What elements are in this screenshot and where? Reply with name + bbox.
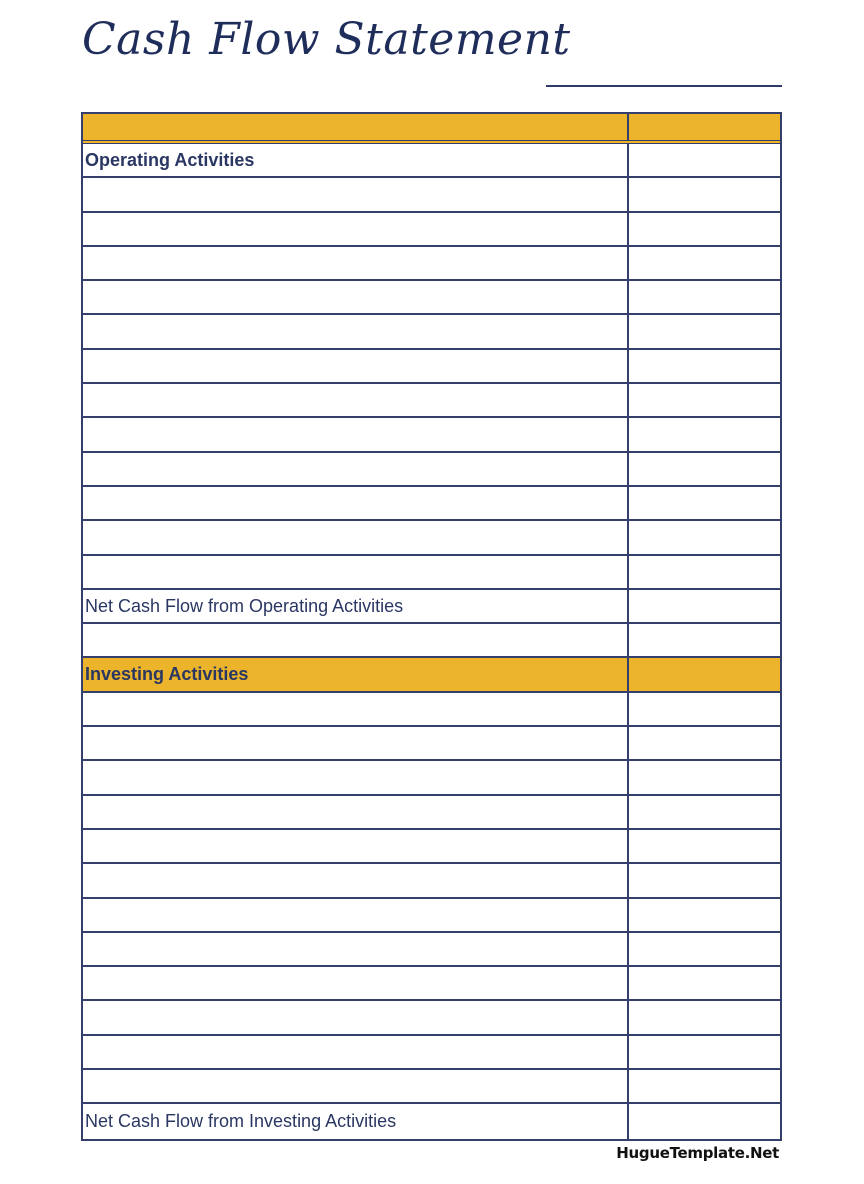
cash-flow-table bbox=[81, 112, 782, 1141]
date-line bbox=[546, 85, 782, 87]
row-label[interactable] bbox=[83, 418, 629, 450]
table-row bbox=[83, 247, 780, 281]
table-row bbox=[83, 350, 780, 384]
section-header-row bbox=[83, 144, 780, 178]
table-row bbox=[83, 178, 780, 212]
amount-cell[interactable] bbox=[629, 830, 780, 862]
amount-cell[interactable] bbox=[629, 281, 780, 313]
amount-cell[interactable] bbox=[629, 590, 780, 622]
row-label[interactable] bbox=[83, 693, 629, 725]
row-label[interactable] bbox=[83, 624, 629, 656]
table-row bbox=[83, 830, 780, 864]
table-row bbox=[83, 899, 780, 933]
row-label: Net Cash Flow from Investing Activities bbox=[83, 1104, 629, 1138]
row-label[interactable] bbox=[83, 213, 629, 245]
amount-cell[interactable] bbox=[629, 556, 780, 588]
row-label[interactable] bbox=[83, 1070, 629, 1102]
row-label[interactable] bbox=[83, 556, 629, 588]
table-row bbox=[83, 1036, 780, 1070]
row-label: Operating Activities bbox=[83, 144, 629, 176]
row-label[interactable] bbox=[83, 178, 629, 210]
amount-cell[interactable] bbox=[629, 418, 780, 450]
table-row bbox=[83, 453, 780, 487]
table-row bbox=[83, 384, 780, 418]
table-header-row bbox=[83, 114, 780, 144]
row-label[interactable] bbox=[83, 864, 629, 896]
row-label: Net Cash Flow from Operating Activities bbox=[83, 590, 629, 622]
row-label[interactable] bbox=[83, 453, 629, 485]
row-label[interactable] bbox=[83, 487, 629, 519]
amount-cell[interactable] bbox=[629, 178, 780, 210]
row-label[interactable] bbox=[83, 933, 629, 965]
total-row bbox=[83, 1104, 780, 1138]
row-label: Investing Activities bbox=[83, 658, 629, 690]
amount-cell[interactable] bbox=[629, 114, 780, 140]
table-row bbox=[83, 624, 780, 658]
amount-cell[interactable] bbox=[629, 761, 780, 793]
table-row bbox=[83, 727, 780, 761]
row-label[interactable] bbox=[83, 350, 629, 382]
amount-cell[interactable] bbox=[629, 350, 780, 382]
row-label[interactable] bbox=[83, 796, 629, 828]
row-label[interactable] bbox=[83, 727, 629, 759]
amount-cell[interactable] bbox=[629, 967, 780, 999]
table-row bbox=[83, 796, 780, 830]
row-label[interactable] bbox=[83, 247, 629, 279]
amount-cell[interactable] bbox=[629, 1104, 780, 1138]
table-row bbox=[83, 1001, 780, 1035]
row-label[interactable] bbox=[83, 761, 629, 793]
row-label bbox=[83, 114, 629, 140]
amount-cell[interactable] bbox=[629, 1001, 780, 1033]
table-row bbox=[83, 281, 780, 315]
row-label[interactable] bbox=[83, 384, 629, 416]
amount-cell[interactable] bbox=[629, 693, 780, 725]
table-row bbox=[83, 521, 780, 555]
row-label[interactable] bbox=[83, 1036, 629, 1068]
amount-cell[interactable] bbox=[629, 727, 780, 759]
amount-cell[interactable] bbox=[629, 1070, 780, 1102]
row-label[interactable] bbox=[83, 899, 629, 931]
row-label[interactable] bbox=[83, 1001, 629, 1033]
amount-cell[interactable] bbox=[629, 521, 780, 553]
amount-cell[interactable] bbox=[629, 213, 780, 245]
table-row bbox=[83, 487, 780, 521]
table-row bbox=[83, 933, 780, 967]
footer-watermark: HugueTemplate.Net bbox=[616, 1144, 779, 1162]
table-row bbox=[83, 556, 780, 590]
amount-cell[interactable] bbox=[629, 796, 780, 828]
amount-cell[interactable] bbox=[629, 453, 780, 485]
amount-cell[interactable] bbox=[629, 247, 780, 279]
table-row bbox=[83, 315, 780, 349]
amount-cell[interactable] bbox=[629, 933, 780, 965]
table-row bbox=[83, 761, 780, 795]
total-row bbox=[83, 590, 780, 624]
amount-cell[interactable] bbox=[629, 624, 780, 656]
table-row bbox=[83, 213, 780, 247]
row-label[interactable] bbox=[83, 521, 629, 553]
section-header-row bbox=[83, 658, 780, 692]
row-label[interactable] bbox=[83, 281, 629, 313]
row-label[interactable] bbox=[83, 967, 629, 999]
table-row bbox=[83, 693, 780, 727]
document-title: Cash Flow Statement bbox=[82, 14, 571, 65]
amount-cell[interactable] bbox=[629, 384, 780, 416]
amount-cell[interactable] bbox=[629, 864, 780, 896]
row-label[interactable] bbox=[83, 830, 629, 862]
amount-cell[interactable] bbox=[629, 487, 780, 519]
table-row bbox=[83, 1070, 780, 1104]
amount-cell[interactable] bbox=[629, 315, 780, 347]
amount-cell[interactable] bbox=[629, 658, 780, 690]
amount-cell[interactable] bbox=[629, 899, 780, 931]
table-row bbox=[83, 418, 780, 452]
amount-cell[interactable] bbox=[629, 144, 780, 176]
row-label[interactable] bbox=[83, 315, 629, 347]
table-row bbox=[83, 967, 780, 1001]
table-row bbox=[83, 864, 780, 898]
amount-cell[interactable] bbox=[629, 1036, 780, 1068]
